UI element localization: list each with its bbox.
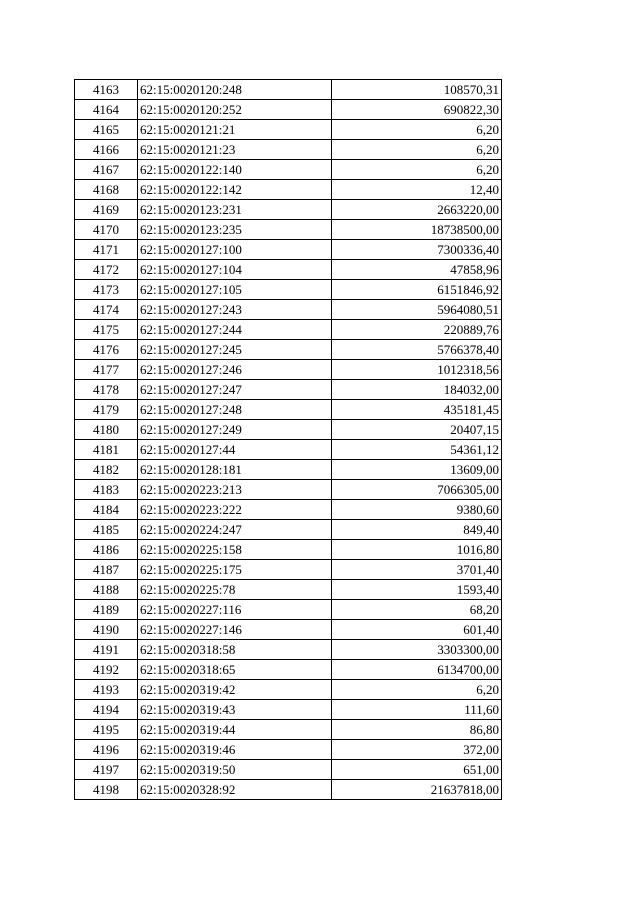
table-row — [75, 680, 502, 700]
cadastral-number-cell: 62:15:0020223:213 — [138, 480, 332, 500]
cadastral-value-cell: 220889,76 — [332, 320, 502, 340]
table-body — [75, 80, 502, 800]
cadastral-number-cell: 62:15:0020225:78 — [138, 580, 332, 600]
cadastral-number-cell: 62:15:0020128:181 — [138, 460, 332, 480]
table-row — [75, 480, 502, 500]
cadastral-number-cell: 62:15:0020122:142 — [138, 180, 332, 200]
cadastral-number-cell: 62:15:0020328:92 — [138, 780, 332, 800]
cadastral-value-cell: 6134700,00 — [332, 660, 502, 680]
cadastral-value-cell: 47858,96 — [332, 260, 502, 280]
row-number-cell: 4182 — [75, 460, 138, 480]
row-number-cell: 4168 — [75, 180, 138, 200]
cadastral-number-cell: 62:15:0020127:44 — [138, 440, 332, 460]
cadastral-number-cell: 62:15:0020225:175 — [138, 560, 332, 580]
row-number-cell: 4196 — [75, 740, 138, 760]
row-number-cell: 4172 — [75, 260, 138, 280]
table-row — [75, 500, 502, 520]
cadastral-value-cell: 184032,00 — [332, 380, 502, 400]
row-number-cell: 4193 — [75, 680, 138, 700]
cadastral-value-cell: 3303300,00 — [332, 640, 502, 660]
row-number-cell: 4190 — [75, 620, 138, 640]
cadastral-value-cell: 20407,15 — [332, 420, 502, 440]
row-number-cell: 4188 — [75, 580, 138, 600]
row-number-cell: 4171 — [75, 240, 138, 260]
cadastral-number-cell: 62:15:0020225:158 — [138, 540, 332, 560]
table-row — [75, 200, 502, 220]
table-row — [75, 160, 502, 180]
cadastral-number-cell: 62:15:0020127:249 — [138, 420, 332, 440]
cadastral-value-cell: 6151846,92 — [332, 280, 502, 300]
cadastral-value-cell: 21637818,00 — [332, 780, 502, 800]
row-number-cell: 4175 — [75, 320, 138, 340]
cadastral-value-cell: 5964080,51 — [332, 300, 502, 320]
table-row — [75, 400, 502, 420]
row-number-cell: 4167 — [75, 160, 138, 180]
cadastral-number-cell: 62:15:0020319:43 — [138, 700, 332, 720]
cadastral-value-cell: 13609,00 — [332, 460, 502, 480]
cadastral-value-cell: 372,00 — [332, 740, 502, 760]
cadastral-value-table — [74, 79, 502, 800]
table-row — [75, 340, 502, 360]
table-row — [75, 620, 502, 640]
row-number-cell: 4169 — [75, 200, 138, 220]
table-row — [75, 320, 502, 340]
table-row — [75, 540, 502, 560]
cadastral-value-cell: 68,20 — [332, 600, 502, 620]
table-row — [75, 700, 502, 720]
row-number-cell: 4177 — [75, 360, 138, 380]
row-number-cell: 4186 — [75, 540, 138, 560]
table-row — [75, 760, 502, 780]
table-row — [75, 460, 502, 480]
cadastral-number-cell: 62:15:0020319:50 — [138, 760, 332, 780]
table-row — [75, 440, 502, 460]
cadastral-value-cell: 6,20 — [332, 680, 502, 700]
cadastral-number-cell: 62:15:0020319:46 — [138, 740, 332, 760]
cadastral-value-cell: 435181,45 — [332, 400, 502, 420]
table-row — [75, 740, 502, 760]
cadastral-number-cell: 62:15:0020127:105 — [138, 280, 332, 300]
table-row — [75, 80, 502, 100]
row-number-cell: 4189 — [75, 600, 138, 620]
cadastral-number-cell: 62:15:0020319:42 — [138, 680, 332, 700]
cadastral-value-cell: 6,20 — [332, 120, 502, 140]
row-number-cell: 4183 — [75, 480, 138, 500]
cadastral-value-cell: 108570,31 — [332, 80, 502, 100]
cadastral-number-cell: 62:15:0020318:65 — [138, 660, 332, 680]
cadastral-number-cell: 62:15:0020127:244 — [138, 320, 332, 340]
table-row — [75, 180, 502, 200]
row-number-cell: 4176 — [75, 340, 138, 360]
cadastral-value-cell: 7300336,40 — [332, 240, 502, 260]
cadastral-value-cell: 849,40 — [332, 520, 502, 540]
table-row — [75, 280, 502, 300]
cadastral-number-cell: 62:15:0020223:222 — [138, 500, 332, 520]
cadastral-number-cell: 62:15:0020227:146 — [138, 620, 332, 640]
row-number-cell: 4163 — [75, 80, 138, 100]
row-number-cell: 4178 — [75, 380, 138, 400]
row-number-cell: 4195 — [75, 720, 138, 740]
cadastral-value-cell: 601,40 — [332, 620, 502, 640]
cadastral-number-cell: 62:15:0020121:21 — [138, 120, 332, 140]
table-row — [75, 660, 502, 680]
row-number-cell: 4194 — [75, 700, 138, 720]
cadastral-value-cell: 54361,12 — [332, 440, 502, 460]
cadastral-number-cell: 62:15:0020127:247 — [138, 380, 332, 400]
row-number-cell: 4180 — [75, 420, 138, 440]
row-number-cell: 4174 — [75, 300, 138, 320]
cadastral-number-cell: 62:15:0020127:243 — [138, 300, 332, 320]
row-number-cell: 4192 — [75, 660, 138, 680]
table-row — [75, 640, 502, 660]
cadastral-value-cell: 1012318,56 — [332, 360, 502, 380]
row-number-cell: 4187 — [75, 560, 138, 580]
cadastral-number-cell: 62:15:0020127:245 — [138, 340, 332, 360]
cadastral-number-cell: 62:15:0020127:104 — [138, 260, 332, 280]
cadastral-value-cell: 6,20 — [332, 140, 502, 160]
row-number-cell: 4173 — [75, 280, 138, 300]
cadastral-number-cell: 62:15:0020122:140 — [138, 160, 332, 180]
row-number-cell: 4185 — [75, 520, 138, 540]
cadastral-value-cell: 1593,40 — [332, 580, 502, 600]
cadastral-number-cell: 62:15:0020127:100 — [138, 240, 332, 260]
cadastral-value-cell: 111,60 — [332, 700, 502, 720]
table-row — [75, 120, 502, 140]
row-number-cell: 4184 — [75, 500, 138, 520]
cadastral-number-cell: 62:15:0020227:116 — [138, 600, 332, 620]
row-number-cell: 4164 — [75, 100, 138, 120]
row-number-cell: 4198 — [75, 780, 138, 800]
cadastral-value-cell: 2663220,00 — [332, 200, 502, 220]
cadastral-value-cell: 651,00 — [332, 760, 502, 780]
row-number-cell: 4181 — [75, 440, 138, 460]
table-row — [75, 360, 502, 380]
cadastral-value-cell: 5766378,40 — [332, 340, 502, 360]
cadastral-number-cell: 62:15:0020123:231 — [138, 200, 332, 220]
table-row — [75, 220, 502, 240]
cadastral-number-cell: 62:15:0020318:58 — [138, 640, 332, 660]
cadastral-number-cell: 62:15:0020127:248 — [138, 400, 332, 420]
cadastral-value-cell: 7066305,00 — [332, 480, 502, 500]
cadastral-number-cell: 62:15:0020123:235 — [138, 220, 332, 240]
cadastral-number-cell: 62:15:0020120:252 — [138, 100, 332, 120]
cadastral-number-cell: 62:15:0020224:247 — [138, 520, 332, 540]
table-row — [75, 600, 502, 620]
cadastral-value-cell: 12,40 — [332, 180, 502, 200]
cadastral-number-cell: 62:15:0020121:23 — [138, 140, 332, 160]
cadastral-value-cell: 18738500,00 — [332, 220, 502, 240]
table-row — [75, 140, 502, 160]
table-row — [75, 720, 502, 740]
cadastral-number-cell: 62:15:0020120:248 — [138, 80, 332, 100]
table-row — [75, 560, 502, 580]
row-number-cell: 4165 — [75, 120, 138, 140]
cadastral-value-cell: 86,80 — [332, 720, 502, 740]
row-number-cell: 4191 — [75, 640, 138, 660]
row-number-cell: 4179 — [75, 400, 138, 420]
row-number-cell: 4197 — [75, 760, 138, 780]
table-row — [75, 260, 502, 280]
cadastral-number-cell: 62:15:0020127:246 — [138, 360, 332, 380]
cadastral-number-cell: 62:15:0020319:44 — [138, 720, 332, 740]
table-row — [75, 380, 502, 400]
cadastral-value-cell: 6,20 — [332, 160, 502, 180]
cadastral-value-cell: 9380,60 — [332, 500, 502, 520]
table-row — [75, 300, 502, 320]
row-number-cell: 4166 — [75, 140, 138, 160]
row-number-cell: 4170 — [75, 220, 138, 240]
table-row — [75, 240, 502, 260]
table-row — [75, 580, 502, 600]
cadastral-value-cell: 1016,80 — [332, 540, 502, 560]
cadastral-value-cell: 3701,40 — [332, 560, 502, 580]
cadastral-value-cell: 690822,30 — [332, 100, 502, 120]
table-row — [75, 520, 502, 540]
table-row — [75, 100, 502, 120]
table-row — [75, 420, 502, 440]
table-row — [75, 780, 502, 800]
